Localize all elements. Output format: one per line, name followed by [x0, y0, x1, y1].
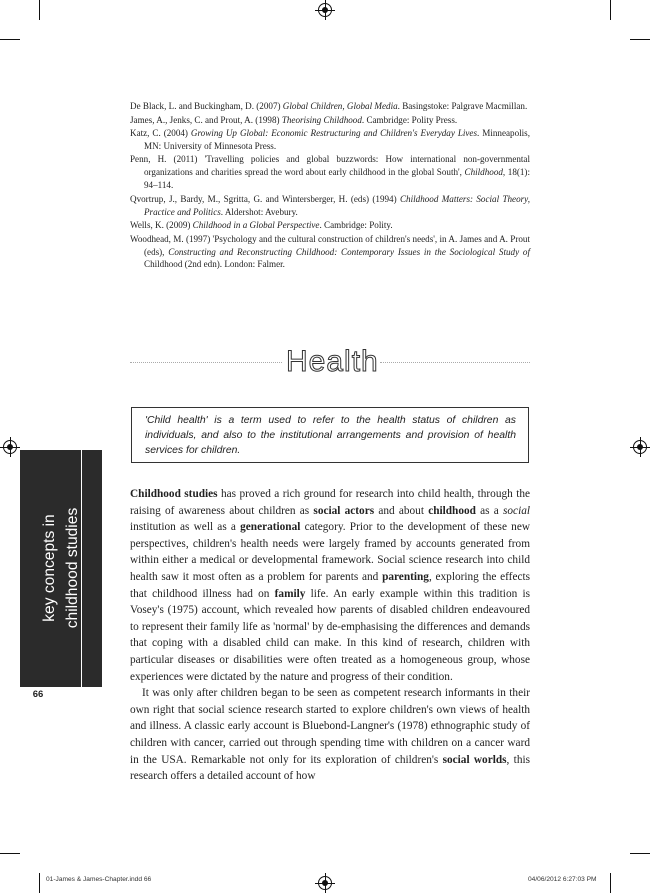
key-term: generational [240, 521, 301, 534]
italic-text: Childhood [464, 167, 503, 178]
reference-entry [130, 114, 530, 127]
crop-mark [610, 0, 611, 20]
key-term: social actors [313, 504, 375, 517]
text-run: has proved a rich ground for research into child health, through the raising of awareness about children as [130, 488, 530, 517]
text-run: category. Prior to the development of these new perspectives, children's health needs were largely framed by accounts generated from within either a medical or developmental framework. Social science research into child health saw it most often as a problem for parents and [130, 521, 530, 583]
italic-text: Theorising Childhood [281, 114, 362, 125]
text-run: , exploring the effects that childhood illness had on [130, 570, 531, 600]
text-run: . Basingstoke: Palgrave Macmillan. [397, 101, 528, 111]
italic-text: social [503, 504, 531, 517]
italic-text: Constructing and Reconstructing Childhood: Contemporary Issues in the Sociological Study of [168, 246, 530, 257]
reference-entry [130, 100, 530, 113]
text-run: It was only after children began to be seen as competent research informants in their own right that social science research started to explore children's own views of health and illness. A classic early account is Bluebond-Langner's (1978) ethnographic study of children with cancer, carried out through spending time with children on a cancer ward in the USA. Remarkable not only for its exploration of children's [130, 687, 530, 766]
crop-mark [39, 0, 40, 20]
text-run: Childhood (2nd edn). London: Falmer. [144, 259, 285, 270]
sidebar-label-line2: childhood studies [64, 507, 81, 629]
crop-mark [0, 39, 20, 40]
reference-list [130, 100, 530, 272]
italic-text: Childhood Matters: Social Theory, Practice and Politics [144, 193, 530, 217]
text-run: Katz, C. (2004) [130, 128, 191, 138]
text-run: life. An early example within this tradition is Vosey's (1975) account, which revealed how parents of disabled children endeavoured to represent their family life as 'normal' by de-emphasising the differences and demands that coping with a disabled child can make. In this kind of research, children with particular diseases or disabilities were often treated as a homogeneous group, whose experiences were dictated by the nature and progress of their condition. [130, 587, 530, 683]
body-paragraph [130, 486, 530, 685]
text-run: Qvortrup, J., Bardy, M., Sgritta, G. and Wintersberger, H. (eds) (1994) [130, 193, 400, 204]
reference-entry [130, 193, 530, 219]
text-run: , this research offers a detailed account of how [130, 753, 530, 783]
italic-text: Global Children, Global Media [282, 101, 398, 111]
section-title: Health [286, 345, 379, 378]
text-run: and about [374, 504, 429, 517]
body-text [130, 486, 530, 785]
text-run: institution as well as a [130, 521, 241, 534]
crop-mark [39, 873, 40, 893]
text-run: Wells, K. (2009) [130, 220, 193, 231]
footer-timestamp: 04/06/2012 6:27:03 PM [528, 876, 597, 883]
key-term: social worlds [442, 753, 507, 766]
reference-entry [130, 219, 530, 232]
key-term: childhood [428, 504, 476, 517]
sidebar-label-line1: key concepts in [41, 514, 58, 622]
sidebar-tab [20, 450, 102, 687]
registration-mark-icon [318, 876, 332, 890]
body-paragraph [130, 685, 530, 785]
text-run: . Cambridge: Polity Press. [361, 114, 458, 125]
text-run: Woodhead, M. (1997) 'Psychology and the cultural construction of children's needs', in A. James and A. Prout (eds), [130, 233, 530, 257]
crop-mark [610, 873, 611, 893]
reference-entry [130, 127, 530, 153]
registration-mark-icon [318, 3, 332, 17]
text-run: De Black, L. and Buckingham, D. (2007) [130, 101, 283, 111]
text-run: . Aldershot: Avebury. [220, 206, 298, 217]
sidebar-label [38, 450, 84, 687]
text-run: . Minneapolis, MN: University of Minnesota Press. [144, 128, 530, 151]
page-number: 66 [32, 689, 44, 700]
footer-file-name: 01-James & James-Chapter.indd 66 [46, 876, 152, 883]
key-term: family [274, 587, 306, 600]
reference-entry [130, 153, 530, 192]
reference-entry [130, 233, 530, 272]
text-run: . Cambridge: Polity. [319, 220, 393, 231]
text-run: Penn, H. (2011) 'Travelling policies and global buzzwords: How international non-governmental organizations and charities spread the word about early childhood in the global South', [130, 154, 530, 178]
italic-text: Growing Up Global: Economic Restructuring and Children's Everyday Lives [190, 128, 478, 138]
definition-box: 'Child health' is a term used to refer to the health status of children as individuals, and also to the institutional arrangements and provision of health services for children. [131, 407, 529, 463]
registration-mark-icon [3, 440, 17, 454]
crop-mark [630, 39, 650, 40]
text-run: James, A., Jenks, C. and Prout, A. (1998) [130, 114, 282, 125]
crop-mark [630, 853, 650, 854]
crop-mark [0, 853, 20, 854]
text-run: , 18(1): 94–114. [144, 167, 530, 191]
key-term: parenting [382, 570, 429, 583]
italic-text: Childhood in a Global Perspective [192, 220, 320, 231]
heading-rule-left [130, 362, 282, 363]
text-run: as a [475, 504, 504, 517]
registration-mark-icon [633, 440, 647, 454]
key-term: Childhood studies [130, 488, 218, 500]
heading-rule-right [380, 362, 530, 363]
